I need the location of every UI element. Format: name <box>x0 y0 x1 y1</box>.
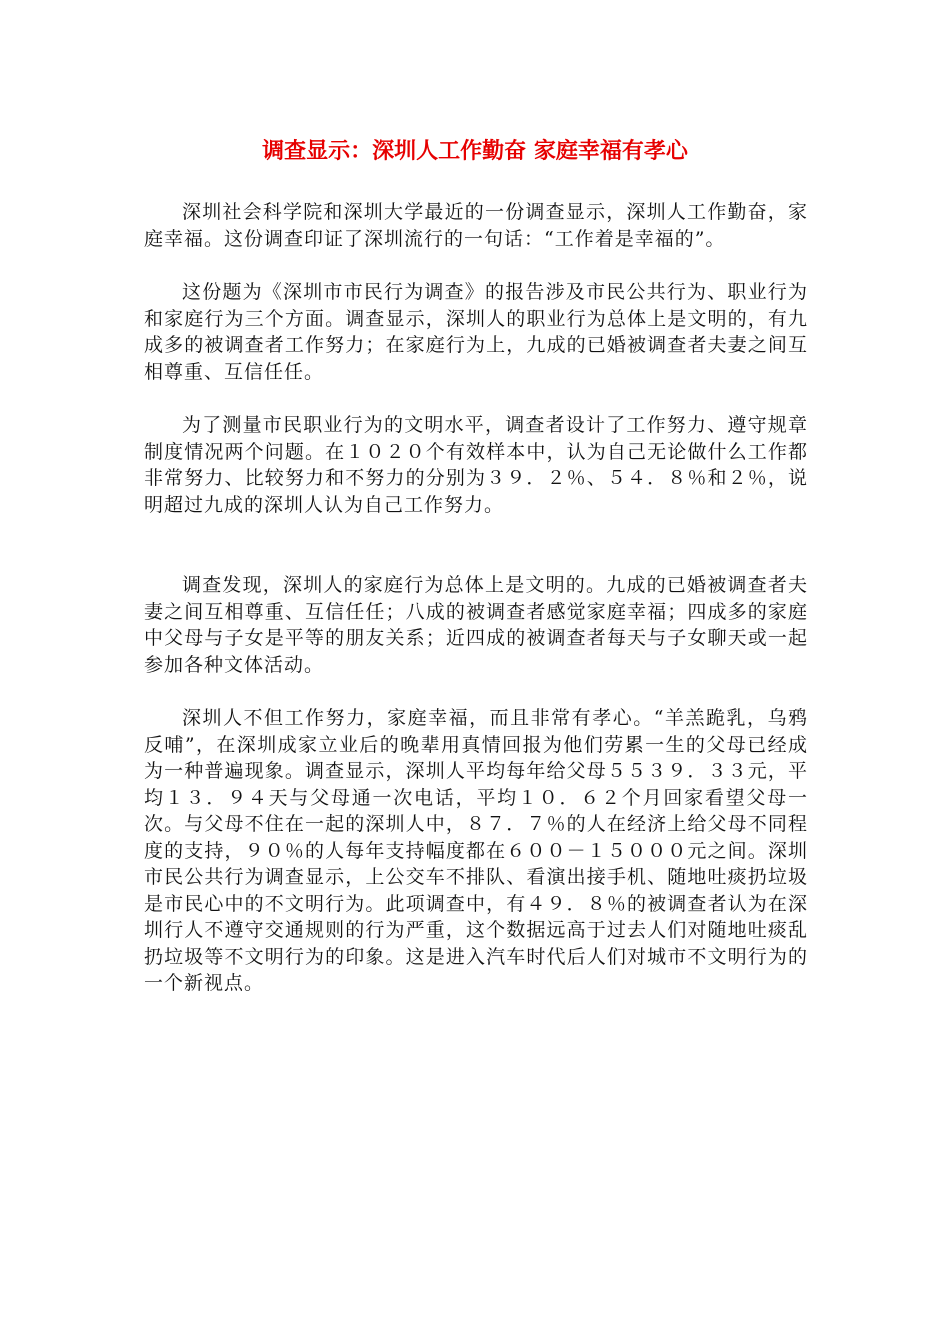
paragraph-spacer <box>144 518 808 572</box>
document-body <box>144 199 808 997</box>
document-title: 调查显示：深圳人工作勤奋 家庭幸福有孝心 <box>262 139 688 164</box>
paragraph-3: 为了测量市民职业行为的文明水平，调查者设计了工作努力、遵守规章制度情况两个问题。在１０２０个有效样本中，认为自己无论做什么工作都非常努力、比较努力和不努力的分别为３９．２％、５４．８％和２％，说明超过九成的深圳人认为自己工作努力。 <box>144 414 808 516</box>
paragraph-2: 这份题为《深圳市市民行为调查》的报告涉及市民公共行为、职业行为和家庭行为三个方面。调查显示，深圳人的职业行为总体上是文明的，有九成多的被调查者工作努力；在家庭行为上，九成的已婚被调查者夫妻之间互相尊重、互信任任。 <box>144 281 808 383</box>
paragraph-spacer <box>144 678 808 705</box>
paragraph-4: 调查发现，深圳人的家庭行为总体上是文明的。九成的已婚被调查者夫妻之间互相尊重、互信任任；八成的被调查者感觉家庭幸福；四成多的家庭中父母与子女是平等的朋友关系；近四成的被调查者每天与子女聊天或一起参加各种文体活动。 <box>144 574 808 676</box>
paragraph-5: 深圳人不但工作努力，家庭幸福，而且非常有孝心。“羊羔跪乳，乌鸦反哺”，在深圳成家立业后的晚辈用真情回报为他们劳累一生的父母已经成为一种普遍现象。调查显示，深圳人平均每年给父母５５３９．３３元，平均１３．９４天与父母通一次电话，平均１０．６２个月回家看望父母一次。与父母不住在一起的深圳人中，８７．７％的人在经济上给父母不同程度的支持，９０％的人每年支持幅度都在６００－１５０００元之间。深圳市民公共行为调查显示，上公交车不排队、看演出接手机、随地吐痰扔垃圾是市民心中的不文明行为。此项调查中，有４９．８％的被调查者认为在深圳行人不遵守交通规则的行为严重，这个数据远高于过去人们对随地吐痰乱扔垃圾等不文明行为的印象。这是进入汽车时代后人们对城市不文明行为的一个新视点。 <box>144 707 808 994</box>
paragraph-1: 深圳社会科学院和深圳大学最近的一份调查显示，深圳人工作勤奋，家庭幸福。这份调查印证了深圳流行的一句话：“工作着是幸福的”。 <box>144 201 808 250</box>
paragraph-spacer <box>144 385 808 412</box>
paragraph-spacer <box>144 252 808 279</box>
